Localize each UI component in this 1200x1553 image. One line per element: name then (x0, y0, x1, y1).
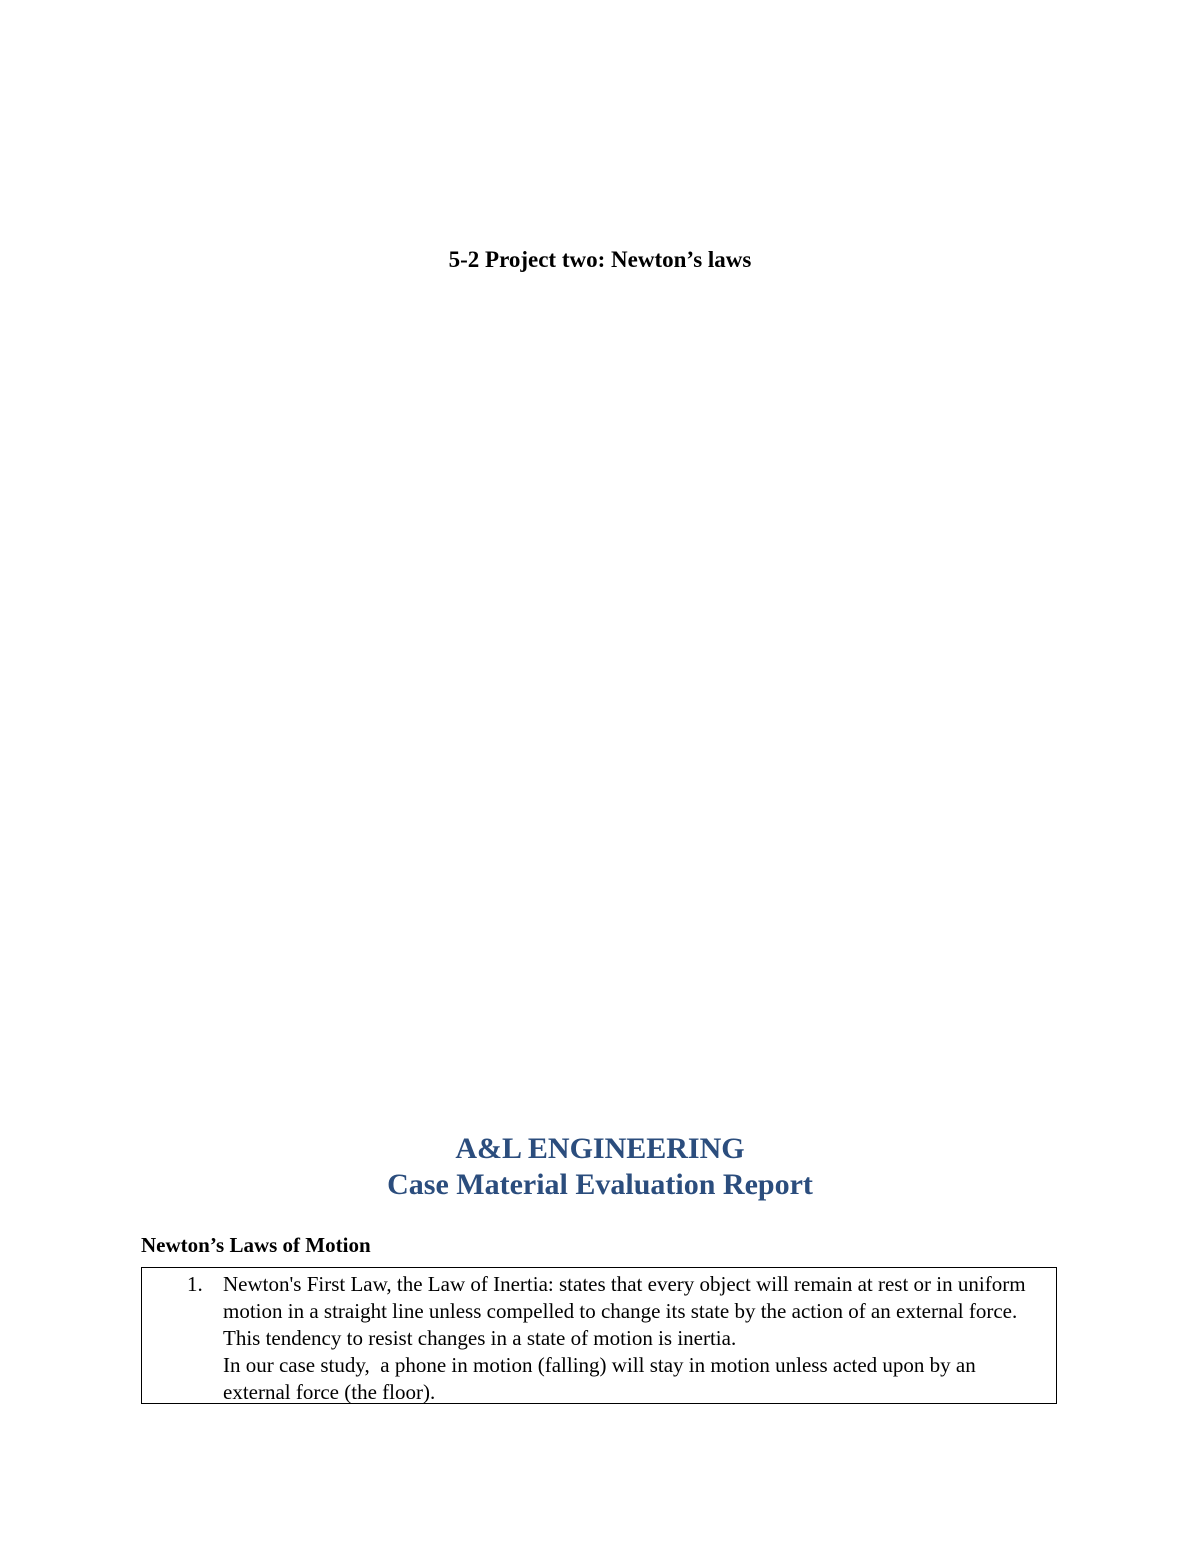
company-name: A&L ENGINEERING (455, 1132, 745, 1165)
section-heading: Newton’s Laws of Motion (141, 1233, 371, 1257)
law-description: Newton's First Law, the Law of Inertia: states that every object will remain at rest or in uniform motion in a straight line unless compelled to change its state by the action of an external force. This tendency to resist changes in a state of motion is inertia. (223, 1272, 1026, 1350)
case-study-text: In our case study, a phone in motion (falling) will stay in motion unless acted upon by an external force (the floor). (223, 1353, 981, 1404)
document-title: 5-2 Project two: Newton’s laws (448, 247, 752, 272)
list-item-number: 1. (187, 1272, 203, 1296)
laws-table (141, 1267, 1057, 1404)
list-item-body (223, 1271, 1048, 1406)
report-title: Case Material Evaluation Report (387, 1168, 813, 1201)
